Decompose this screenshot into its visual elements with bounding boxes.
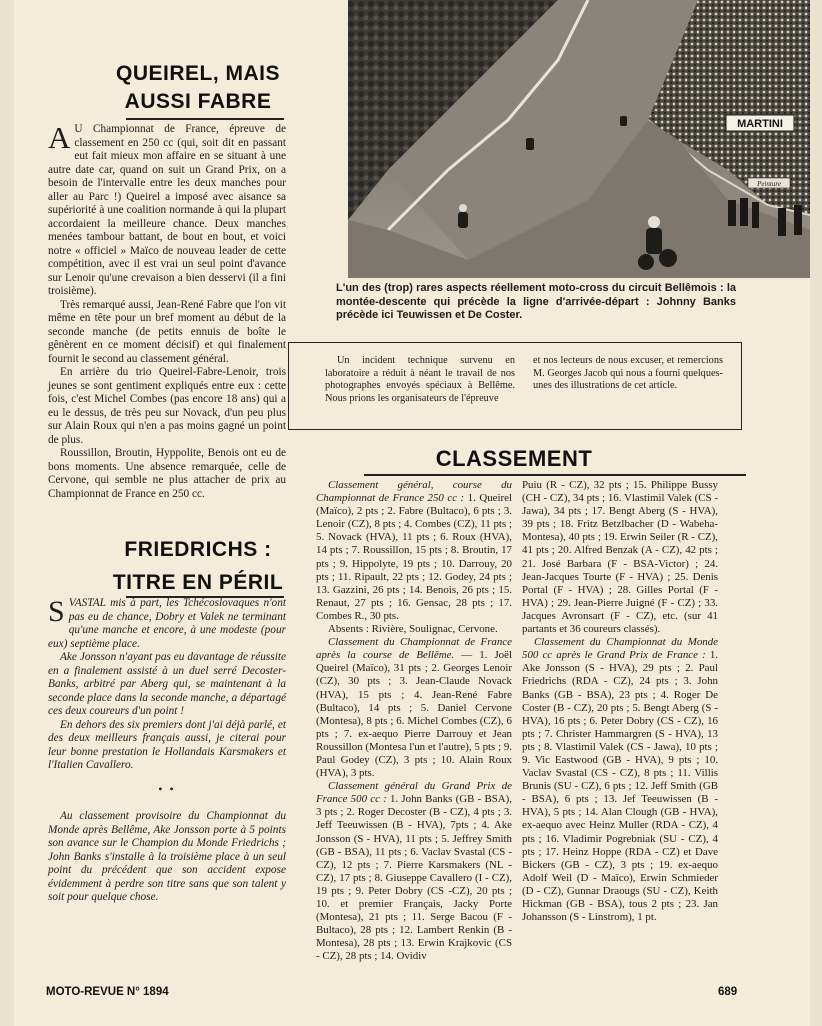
article2-paragraph: Au classement provisoire du Championnat du Monde après Bellême, Ake Jonsson porte à 5 points son avance sur le Champion du Monde Friedrichs ; John Banks s'installe à la troisième place à un seul point du précédent que son accident expose évidemment à perdre son titre sans que son talent y soit pour quelque chose. (48, 810, 286, 903)
results-paragraph: Puiu (R - CZ), 32 pts ; 15. Philippe Bussy (CH - CZ), 34 pts ; 16. Vlastimil Valek (CS - Jawa), 34 pts ; 17. Bengt Aberg (S - HVA), 39 pts ; 18. Fritz Betzlbacher (D - Wabeha-Montesa), 40 pts ; 19. Erwin Seiler (R - CZ), 41 pts ; 20. Alfred Benzak (A - CZ), 42 pts ; 21. José Barbara (F - BSA-Victor) ; 24. Jean-Jacques Tourte (F - HVA) ; 25. Denis Portal (F - HVA) ; 28. Gilles Portal (F - HVA) ; 29. Jean-Pierre Juigné (F - CZ) ; 33. Jacques Avronsart (F - CZ), etc. (sur 41 partants et 36 coureurs classés). (522, 479, 718, 636)
article1-paragraph: Très remarqué aussi, Jean-René Fabre que l'on vit même en tête pour un bref moment au début de la seconde manche (de petits ennuis de boîte le gênèrent en ce moment décisif) et qui finalement fournit le second au classement général. (48, 298, 286, 365)
article2-body (48, 597, 286, 905)
drop-cap: A (48, 120, 71, 155)
banner-text: MARTINI (737, 118, 783, 130)
motocross-track-photo (348, 0, 810, 278)
article1-body (48, 120, 286, 501)
drop-cap: S (48, 595, 65, 628)
results-paragraph: Classement général, course du Championnat de France 250 cc : 1. Queirel (Maïco), 2 pts ; 2. Fabre (Bultaco), 6 pts ; 3. Lenoir (CZ), 8 pts ; 4. Combes (CZ), 11 pts ; 5. Novack (HVA), 11 pts ; 6. Roux (HVA), 14 pts ; 7. Roussillon, 15 pts ; 8. Broutin, 17 pts ; 9. Hippolyte, 19 pts ; 10. Darrouy, 20 pts ; 11. Ripault, 22 pts ; 12. Godey, 24 pts ; 13. Gazzini, 26 pts ; 14. Benois, 26 pts ; 15. Renaut, 27 pts ; 16. Gensac, 28 pts ; 17. Combes R., 30 pts. (316, 479, 512, 622)
photo-caption: L'un des (trop) rares aspects réellement moto-cross du circuit Bellêmois : la montée-descente qui précède la ligne d'arrivée-départ : Johnny Banks précède ici Teuwissen et De Coster. (336, 282, 736, 321)
article1-paragraph: A U Championnat de France, épreuve de classement en 250 cc (qui, soit dit en passant eut fait mieux mon affaire en se situant à une autre date car, quand on suit un Grand Prix, on a besoin de l'intervalle entre les deux manches pour aller au Parc !) Queirel a imposé avec aisance sa supériorité à une coalition normande à qui la plupart accordaient la meilleure chance. Deux manches menées tambour battant, de bout en bout, et voici notre « officiel » Maïco de nouveau leader de cette compétition, avec il est vrai un seul point d'avance sur Lenoir qu'une crevaison a bien desservi (il a fini troisième). (48, 120, 286, 297)
article2-paragraph: SVASTAL mis à part, les Tchécoslovaques n'ont pas eu de chance, Dobry et Valek ne terminant qu'une manche et encore, à une modeste (pour eux) septième place. (48, 595, 286, 650)
results-column-1 (316, 479, 512, 963)
article1-paragraph: En arrière du trio Queirel-Fabre-Lenoir, trois jeunes se sont gentiment expliqués entre eux : cette fois, c'est Michel Combes (pas encore 18 ans) qui a eu le dessus, de très peu sur Novack, d'un peu plus sur Alain Roux qui n'en a pas moins gagné un point de plus. (48, 366, 286, 446)
headline-rule (126, 118, 284, 120)
sign-text: Peinture (757, 180, 781, 188)
results-column-2 (522, 479, 718, 924)
notice-box (288, 342, 742, 430)
notice-text-right: et nos lecteurs de nous excuser, et remercions M. Georges Jacob qui nous a fourni quelques-unes des illustrations de cet article. (533, 355, 723, 391)
results-paragraph: Absents : Rivière, Soulignac, Cervone. (328, 623, 498, 636)
results-paragraph: Classement général du Grand Prix de France 500 cc : 1. John Banks (GB - BSA), 3 pts ; 2. Roger Decoster (B - CZ), 4 pts ; 3. Jeff Teeuwissen (B - HVA), 7pts ; 4. Ake Jonsson (S - HVA), 11 pts ; 5. Jeffrey Smith (GB - BSA), 11 pts ; 6. Vaclav Svastal (CS - CZ), 12 pts ; 7. Pierre Karsmakers (NL - CZ), 17 pts ; 8. Giuseppe Cavallero (I - CZ), 19 pts ; 9. Peter Dobry (CS -CZ), 20 pts ; 10. et premier Français, Jacky Porte (Montesa), 21 pts ; 11. Serge Bacou (F - Bultaco), 28 pts ; 12. Lambert Renkin (B - Montesa), 28 pts ; 13. Erwin Krajkovic (CS - CZ), 28 pts ; 14. Ovidiv (316, 780, 512, 963)
race-photo (348, 0, 810, 278)
magazine-issue-footer: MOTO-REVUE N° 1894 (46, 986, 169, 998)
article1-headline: QUEIREL, MAIS AUSSI FABRE (115, 62, 280, 113)
article2-paragraph: Ake Jonsson n'ayant pas eu davantage de réussite en a finalement assisté à un duel serré Decoster-Banks, arbitré par Aberg qui, se maintenant à la seconde place dans la seconde manche, a départagé ces deux coureurs d'un point ! (48, 651, 286, 717)
classement-headline: CLASSEMENT (435, 446, 593, 471)
results-paragraph: Classement du Championnat de France après la course de Bellême. — 1. Joël Queirel (Maïco), 31 pts ; 2. Georges Lenoir (CZ), 30 pts ; 3. Jean-Claude Novack (HVA), 15 pts ; 4. Jean-René Fabre (Bultaco), 14 pts ; 5. Daniel Cervone (Montesa), 8 pts ; 6. Michel Combes (CZ), 6 pts ; 7. ex-aequo Pierre Darrouy et Jean Roussillon (Montesa l'un et l'autre), 5 pts ; 9. Paul Godey (CZ), 3 pts ; 10. Alain Roux (HVA), 3 pts. (316, 636, 512, 780)
page-number: 689 (718, 986, 738, 998)
magazine-page (14, 0, 810, 1026)
notice-text-left: Un incident technique survenu en laboratoire a réduit à néant le travail de nos photographes envoyés spéciaux à Bellême. Nous prions les organisateurs de l'épreuve (325, 355, 515, 404)
article2-paragraph: En dehors des six premiers dont j'ai déjà parlé, et des deux meilleurs français aussi, je citerai pour leur bonne prestation le Hollandais Karsmakers et l'Italien Cavallero. (48, 718, 286, 771)
article2-headline: FRIEDRICHS : TITRE EN PÉRIL (112, 538, 284, 594)
article1-paragraph: Roussillon, Broutin, Hyppolite, Benois ont eu de bons moments. Une absence remarquée, celle de Cervone, qui semble ne plus attacher de prix au Championnat de France en 250 cc. (48, 447, 286, 500)
results-paragraph: Classement du Championnat du Monde 500 cc après le Grand Prix de France : 1. Ake Jonsson (S - HVA), 29 pts ; 2. Paul Friedrichs (RDA - CZ), 24 pts ; 3. John Banks (GB - BSA), 23 pts ; 4. Roger De Coster (B - CZ), 20 pts ; 5. Bengt Aberg (S - HVA), 16 pts ; 6. Peter Dobry (CS - CZ), 16 pts ; 7. Christer Hammargren (S - HVA), 13 pts ; 8. Vlastimil Valek (CS - Jawa), 10 pts ; 9. Vic Eastwood (GB - HVA), 9 pts ; 10. Vaclav Svastal (CS - CZ), 8 pts ; 11. Villis Brunis (SU - CZ), 6 pts ; 12. Jeff Smith (GB - BSA), 6 pts ; 13. Jef Teeuwissen (B - HVA), 5 pts ; 14. Alan Clough (GB - HVA), ex-aequo avec Heinz Muller (RDA - CZ), 4 pts ; 16. Vladimir Pogrebniak (SU - CZ), 4 pts ; 17. Heinz Hoppe (RDA - CZ) et Dave Bickers (GB - CZ), 3 pts ; 19. ex-aequo Adolf Weil (D - Maïco), Erwin Schmieder (D - CZ), Gunnar Draougs (SU - CZ), Keith Hickman (GB - BSA), tous 2 pts ; 23. Jan Johansson (S - Linstrom), 1 pt. (522, 636, 719, 924)
section-ornament: • • (158, 781, 176, 796)
headline-rule (364, 474, 746, 476)
